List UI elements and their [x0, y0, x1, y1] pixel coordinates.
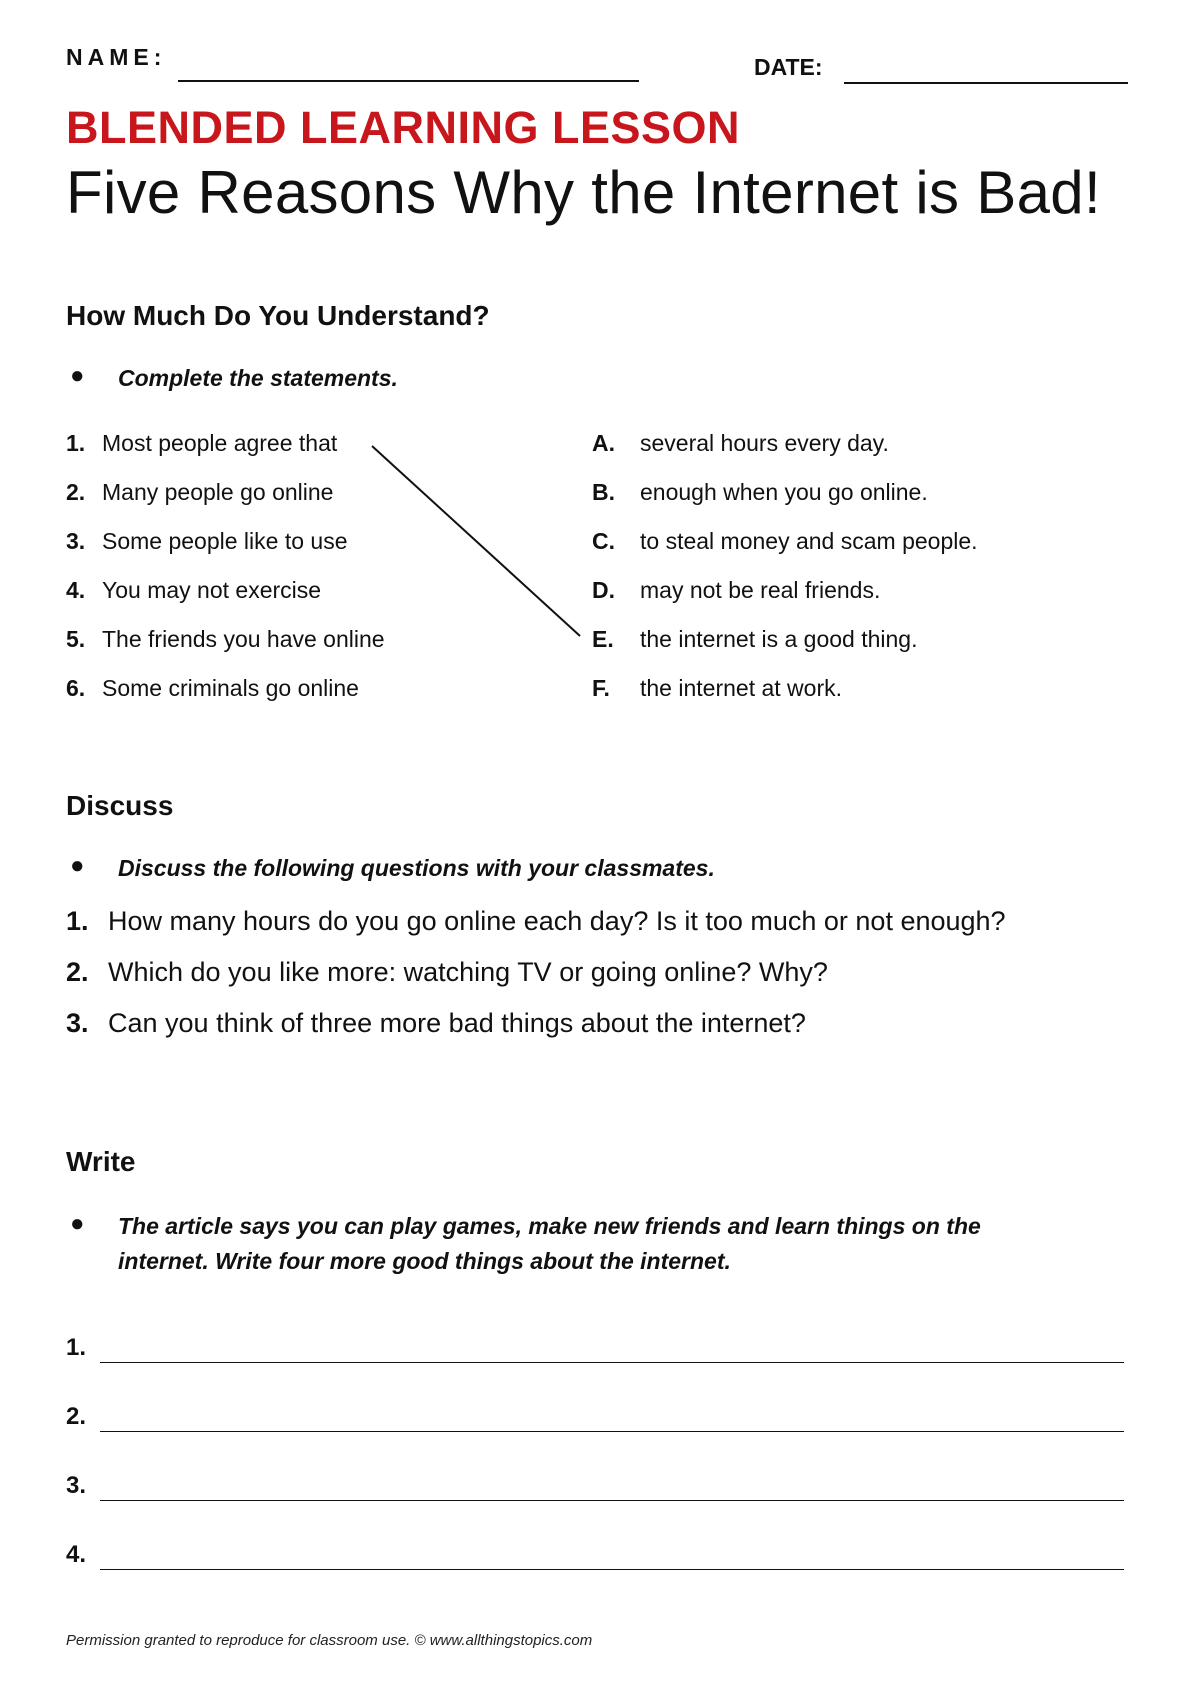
statement-item: 1. Most people agree that	[66, 430, 338, 456]
option-item: B. enough when you go online.	[592, 479, 928, 505]
statement-item: 4. You may not exercise	[66, 577, 322, 603]
option-item: D. may not be real friends.	[592, 577, 881, 603]
write-answer-line[interactable]	[100, 1431, 1124, 1432]
write-line-number: 1.	[66, 1334, 87, 1361]
discussion-question: 2. Which do you like more: watching TV or going online? Why?	[66, 957, 828, 987]
write-answer-line[interactable]	[100, 1362, 1124, 1363]
instruction-discuss: Discuss the following questions with your classmates.	[118, 855, 715, 881]
bullet-icon: ●	[70, 852, 85, 879]
option-item: A. several hours every day.	[592, 430, 889, 456]
name-label: NAME:	[66, 44, 167, 70]
bullet-icon: ●	[70, 1210, 85, 1237]
write-answer-line[interactable]	[100, 1500, 1124, 1501]
statement-item: 3. Some people like to use	[66, 528, 348, 554]
discussion-question: 3. Can you think of three more bad things about the internet?	[66, 1008, 806, 1038]
option-item: F. the internet at work.	[592, 675, 842, 701]
instruction-write-line2: internet. Write four more good things about the internet.	[118, 1248, 731, 1274]
discussion-question: 1. How many hours do you go online each day? Is it too much or not enough?	[66, 906, 1006, 936]
page-title: Five Reasons Why the Internet is Bad!	[66, 159, 1101, 226]
statement-item: 2. Many people go online	[66, 479, 334, 505]
statement-item: 6. Some criminals go online	[66, 675, 359, 701]
instruction-complete: Complete the statements.	[118, 365, 398, 391]
example-match-line	[0, 0, 1200, 800]
write-line-number: 4.	[66, 1541, 87, 1568]
option-item: C. to steal money and scam people.	[592, 528, 978, 554]
bullet-icon: ●	[70, 362, 85, 389]
section-heading-write: Write	[66, 1146, 136, 1177]
instruction-write-line1: The article says you can play games, make new friends and learn things on the	[118, 1213, 981, 1239]
write-line-number: 2.	[66, 1403, 87, 1430]
date-label: DATE:	[754, 54, 823, 80]
section-heading-understand: How Much Do You Understand?	[66, 300, 490, 331]
lesson-kicker: BLENDED LEARNING LESSON	[66, 102, 741, 153]
footer-permission: Permission granted to reproduce for classroom use. © www.allthingstopics.com	[66, 1632, 593, 1649]
option-item: E. the internet is a good thing.	[592, 626, 918, 652]
statement-item: 5. The friends you have online	[66, 626, 385, 652]
section-heading-discuss: Discuss	[66, 790, 174, 821]
write-answer-line[interactable]	[100, 1569, 1124, 1570]
write-line-number: 3.	[66, 1472, 87, 1499]
